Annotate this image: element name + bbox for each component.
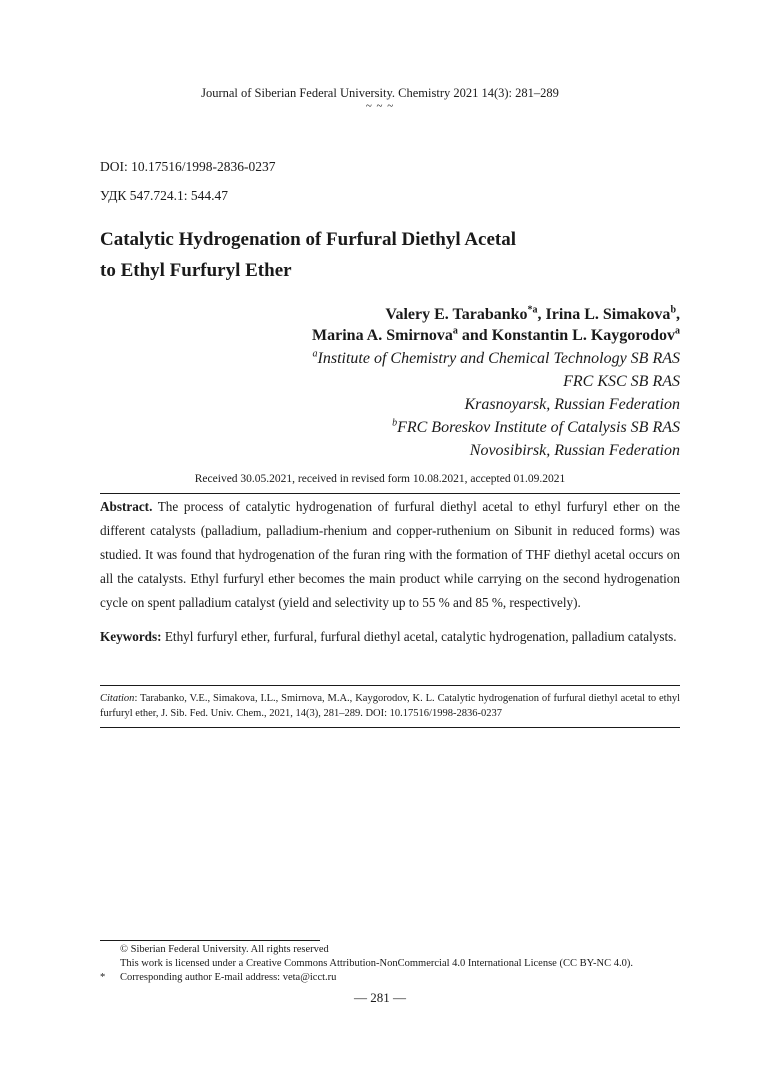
affiliation-line: Institute of Chemistry and Chemical Technology SB RAS: [317, 350, 680, 367]
journal-header: Journal of Siberian Federal University. Chemistry 2021 14(3): 281–289: [201, 86, 559, 100]
header-separator: ~ ~ ~: [365, 100, 395, 112]
citation-text: : Tarabanko, V.E., Simakova, I.L., Smirnova, M.A., Kaygorodov, K. L. Catalytic hydrogenation of furfural diethyl acetal to ethyl furfuryl ether, J. Sib. Fed. Univ. Chem., 2021, 14(3), 281–289. DOI: 10.17516/1998-2836-0237: [100, 693, 680, 719]
citation: [100, 691, 680, 721]
affiliation-line: Krasnoyarsk, Russian Federation: [464, 396, 680, 413]
divider: [100, 493, 680, 494]
footnote-star: *: [100, 972, 106, 983]
udk-code: УДК 547.724.1: 544.47: [100, 188, 229, 203]
title-line-1: Catalytic Hydrogenation of Furfural Diethyl Acetal: [100, 229, 517, 250]
paper-title: [100, 224, 660, 286]
title-line-2: to Ethyl Furfuryl Ether: [100, 260, 292, 281]
affiliation-line: Novosibirsk, Russian Federation: [469, 442, 680, 459]
author-separator: and: [457, 327, 492, 344]
doi: DOI: 10.17516/1998-2836-0237: [100, 159, 276, 174]
page-number: — 281 —: [354, 990, 406, 1005]
author-sup: a: [452, 325, 458, 337]
author-separator: ,: [537, 306, 546, 323]
abstract-text: The process of catalytic hydrogenation of furfural diethyl acetal to ethyl furfuryl ether on the different catalysts (palladium, palladium-rhenium and copper-ruthenium on Sibunit in reduced forms) was studied. It was found that hydrogenation of the furan ring with the formation of THF diethyl acetal occurs on all the catalysts. Ethyl furfuryl ether becomes the main product while carrying on the second hydrogenation cycle on spent palladium catalyst (yield and selectivity up to 55 % and 85 %, respectively).: [100, 499, 680, 610]
abstract: [100, 495, 680, 615]
divider: [100, 685, 680, 686]
affiliation-line: FRC KSC SB RAS: [563, 373, 680, 390]
author-list: [312, 304, 680, 346]
keywords-label: Keywords:: [100, 629, 162, 644]
keywords-text: Ethyl furfuryl ether, furfural, furfural diethyl acetal, catalytic hydrogenation, palladium catalysts.: [161, 629, 677, 644]
author-sup: a: [675, 325, 680, 337]
divider: [100, 727, 680, 728]
received-dates: Received 30.05.2021, received in revised form 10.08.2021, accepted 01.09.2021: [194, 473, 566, 485]
footnote-rule: [100, 940, 320, 941]
author-sup: *a: [527, 304, 538, 316]
author-name: Irina L. Simakova: [545, 306, 671, 323]
affiliation-sup: b: [392, 417, 398, 429]
abstract-label: Abstract.: [100, 499, 153, 514]
author-name: Valery E. Tarabanko: [385, 306, 528, 323]
footnote-corresponding: * Corresponding author E-mail address: veta@icct.ru: [100, 972, 337, 983]
affiliations: [313, 347, 680, 462]
author-separator: ,: [676, 306, 680, 323]
author-name: Marina A. Smirnova: [312, 327, 453, 344]
author-name: Konstantin L. Kaygorodov: [491, 327, 675, 344]
keywords: [100, 625, 680, 649]
author-sup: b: [670, 304, 676, 316]
citation-label: Citation: [100, 693, 135, 704]
affiliation-line: FRC Boreskov Institute of Catalysis SB RAS: [397, 419, 680, 436]
affiliation-sup: a: [312, 348, 318, 360]
